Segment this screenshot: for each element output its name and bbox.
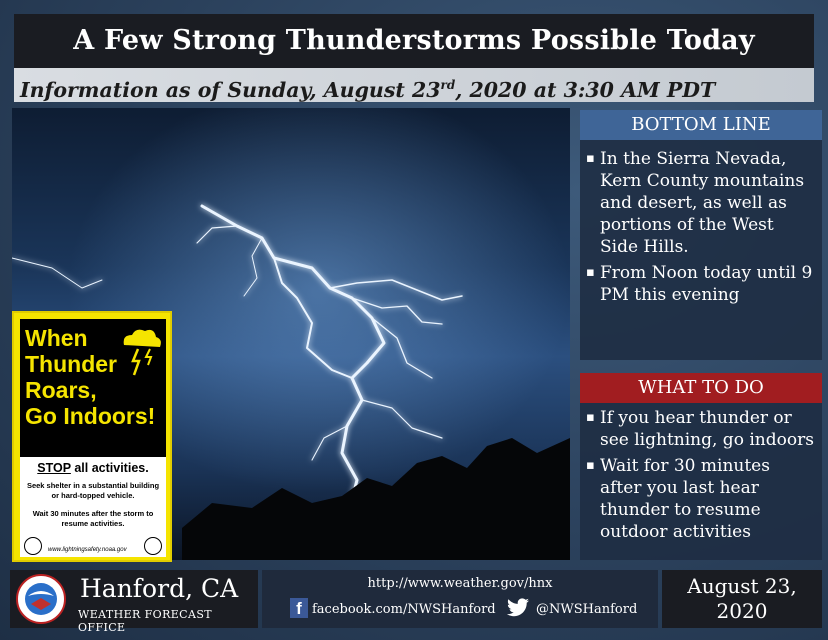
twitter-icon	[506, 598, 530, 618]
date-line-2: 2020	[716, 599, 768, 623]
subtitle-text-end: , 2020 at 3:30 AM PDT	[455, 77, 716, 102]
stop-word: STOP	[37, 461, 71, 475]
stop-line	[20, 461, 166, 475]
wait-text	[20, 509, 166, 529]
page-title: A Few Strong Thunderstorms Possible Today	[14, 14, 814, 68]
card-instructions	[20, 457, 166, 557]
bottom-line-heading: BOTTOM LINE	[580, 110, 822, 140]
noaa-seal-icon	[24, 537, 42, 555]
card-line-2: Thunder	[25, 351, 117, 377]
card-headline	[20, 319, 166, 459]
seek-shelter-text	[20, 481, 166, 501]
subtitle-ordinal: rd	[440, 78, 456, 92]
what-to-do-heading: WHAT TO DO	[580, 373, 822, 403]
bottom-line-panel	[580, 140, 822, 360]
what-to-do-item: ▪ Wait for 30 minutes after you last hear thunder to resume outdoor activities	[586, 455, 814, 543]
storm-cloud-icon	[116, 323, 164, 379]
office-name: Hanford, CA	[80, 574, 239, 603]
what-to-do-list	[586, 407, 814, 543]
what-to-do-panel	[580, 403, 822, 560]
office-subtitle: WEATHER FORECAST OFFICE	[78, 608, 213, 634]
bottom-line-list	[586, 148, 814, 306]
bottom-line-item: ▪ From Noon today until 9 PM this evening	[586, 262, 814, 306]
facebook-icon: f	[290, 598, 308, 618]
wait-line-2: resume activities.	[61, 519, 125, 528]
nws-seal-icon	[16, 574, 66, 624]
date-block	[662, 570, 822, 628]
date-line-1: August 23,	[687, 574, 797, 598]
nws-seal-small-icon	[144, 537, 162, 555]
what-to-do-item: ▪ If you hear thunder or see lightning, go indoors	[586, 407, 814, 451]
info-timestamp	[14, 68, 814, 102]
card-line-3: Roars,	[25, 377, 97, 403]
card-line-1: When	[25, 325, 88, 351]
seek-line-1: Seek shelter in a substantial building	[26, 481, 160, 490]
office-block	[10, 570, 258, 634]
subtitle-text: Information as of Sunday, August 23	[20, 77, 441, 102]
twitter-handle[interactable]: @NWSHanford	[536, 602, 638, 617]
contact-block	[262, 570, 658, 628]
website-link[interactable]: http://www.weather.gov/hnx	[367, 576, 553, 591]
lightning-safety-url: www.lightningsafety.noaa.gov	[48, 547, 127, 553]
lightning-safety-card	[12, 311, 172, 562]
seek-line-2: or hard-topped vehicle.	[51, 491, 135, 500]
stop-rest: all activities.	[70, 461, 149, 475]
bottom-line-item: ▪ In the Sierra Nevada, Kern County mountains and desert, as well as portions of the West Side Hills.	[586, 148, 814, 258]
card-line-4: Go Indoors!	[25, 403, 156, 429]
wait-line-1: Wait 30 minutes after the storm to	[32, 509, 154, 518]
facebook-link[interactable]: facebook.com/NWSHanford	[312, 602, 496, 617]
